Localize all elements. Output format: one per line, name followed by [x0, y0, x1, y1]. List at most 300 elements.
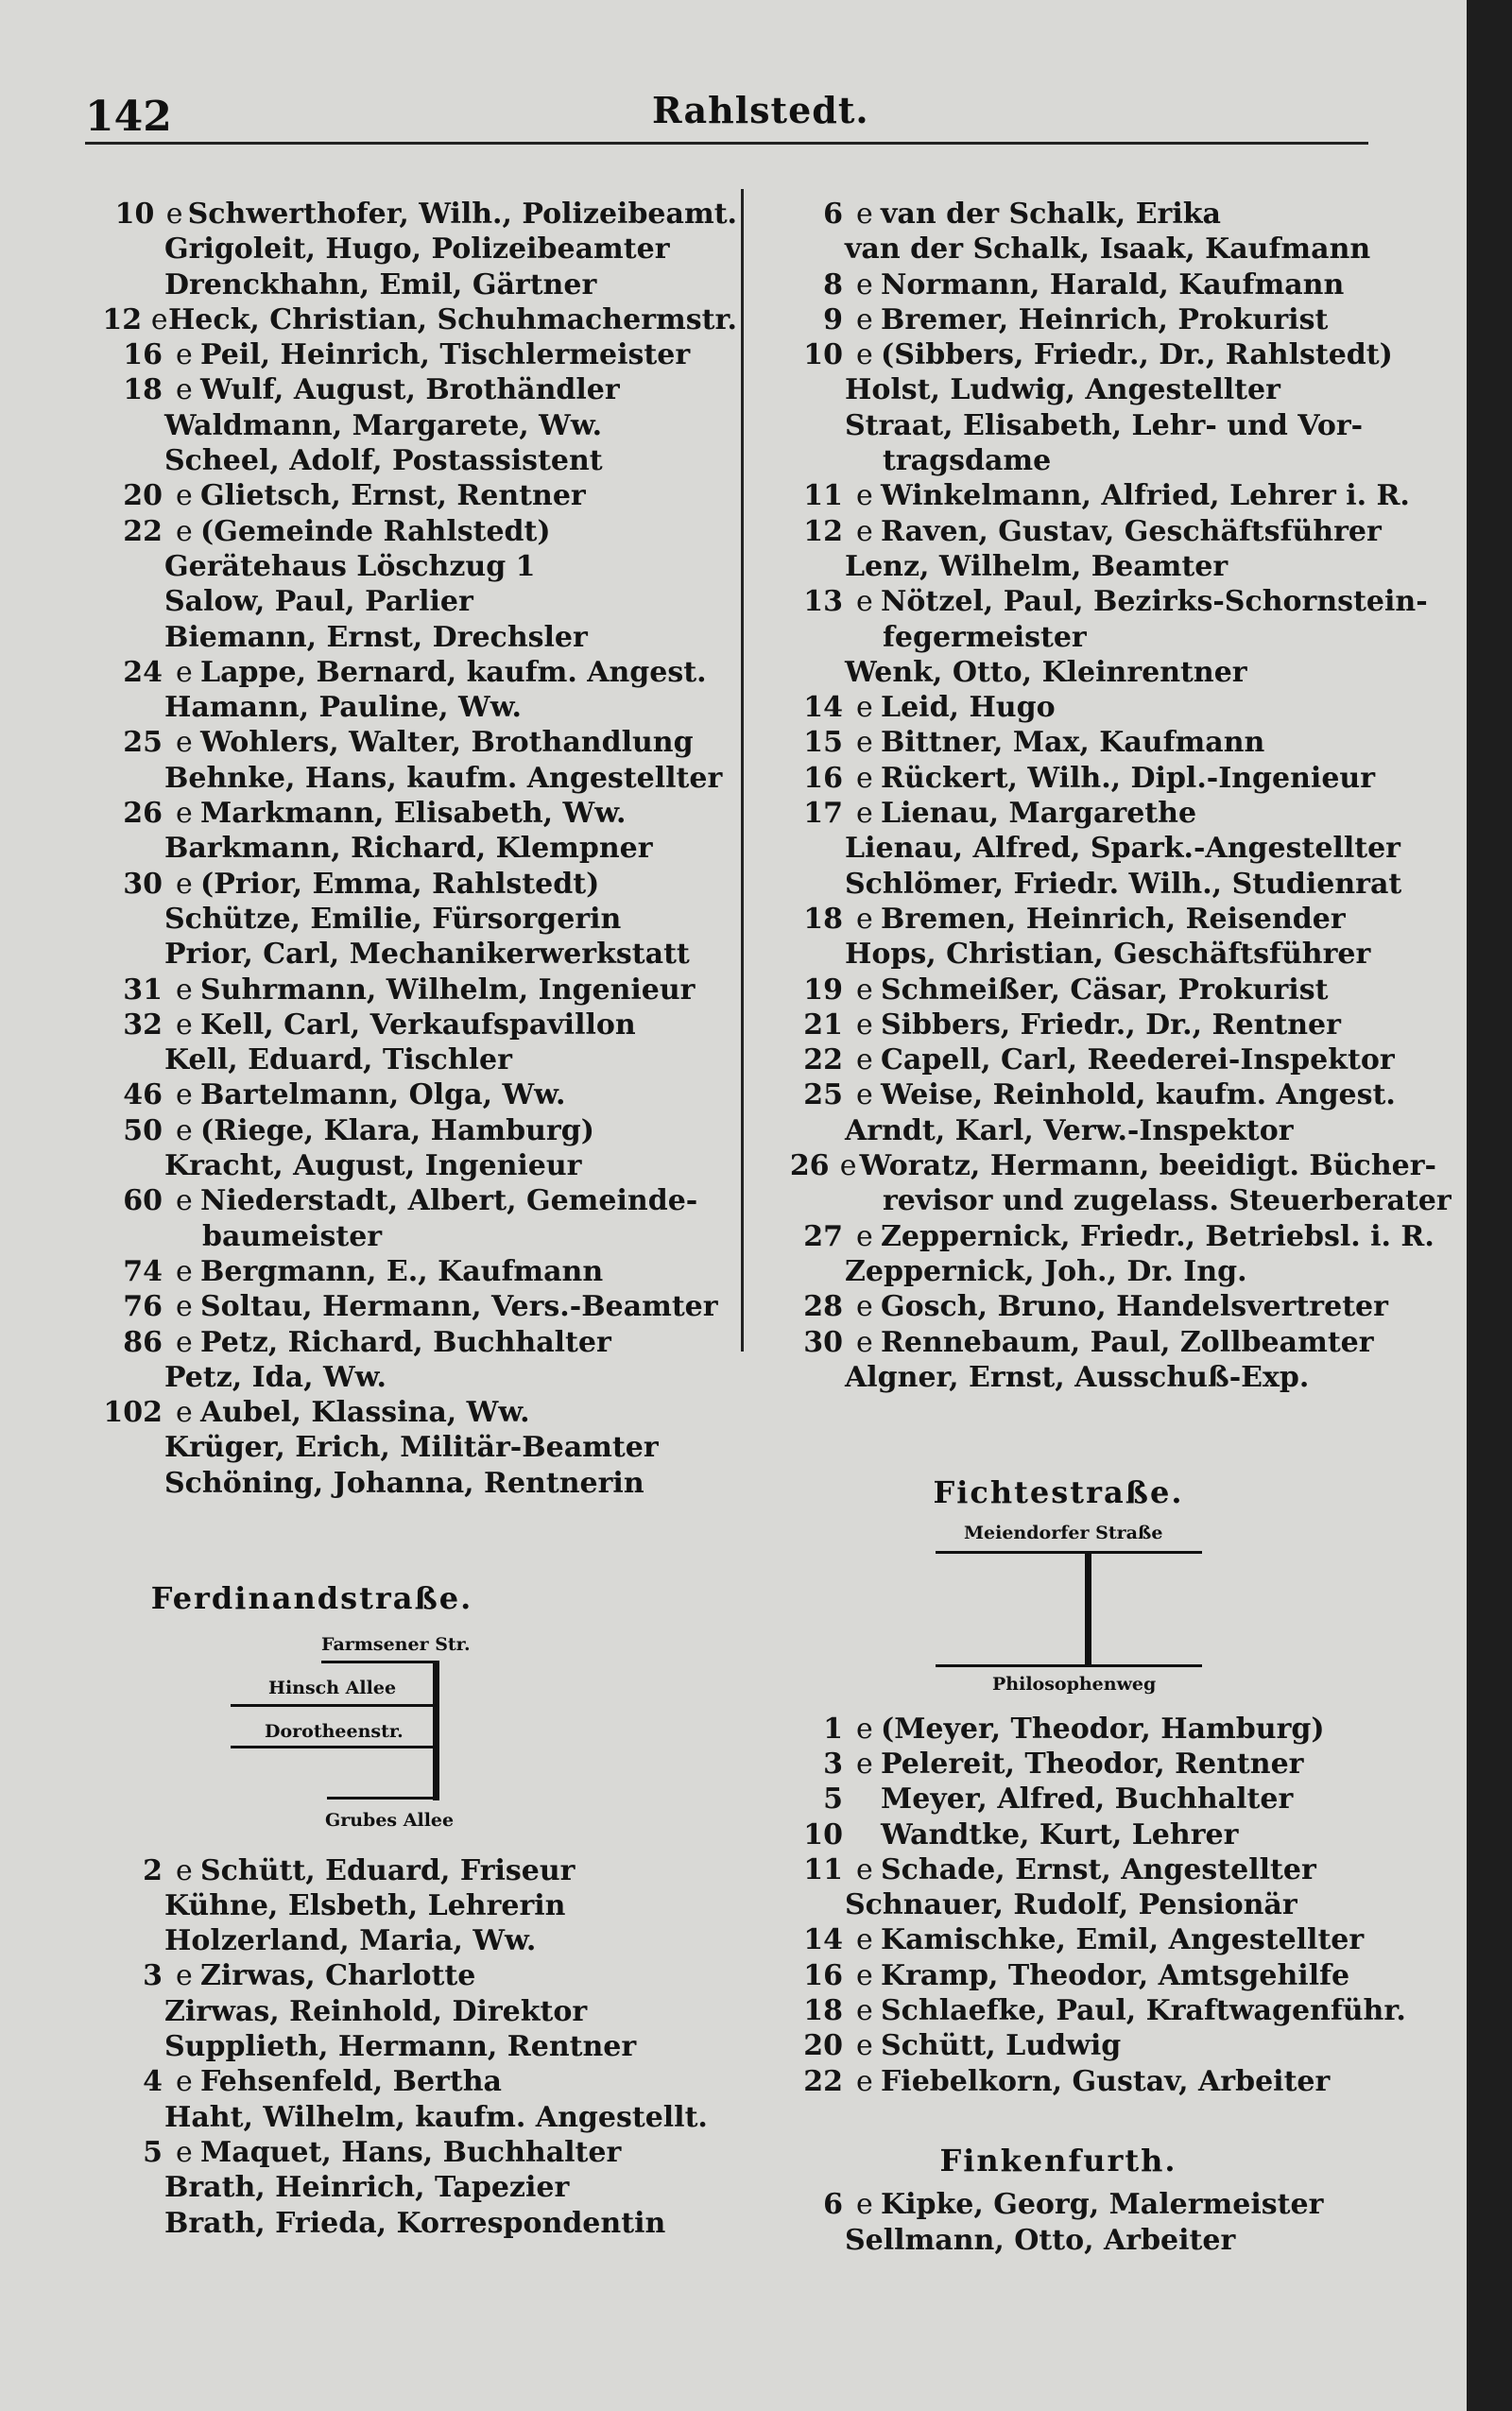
directory-entry: [775, 1077, 1436, 1112]
right-column: [775, 197, 1452, 2258]
resident-text: Bittner, Max, Kaufmann: [881, 726, 1265, 760]
owner-marker: e: [176, 1113, 193, 1147]
resident-text: Gosch, Bruno, Handelsvertreter: [881, 1290, 1388, 1324]
resident-text: Grigoleit, Hugo, Polizeibeamter: [164, 232, 670, 267]
resident-text: Waldmann, Margarete, Ww.: [164, 408, 603, 442]
entry-list: [775, 1712, 1436, 2099]
house-number: 18: [803, 1994, 843, 2028]
directory-entry: [94, 1042, 737, 1077]
map-label-top: Farmsener Str.: [321, 1633, 471, 1655]
directory-entry: [94, 1994, 737, 2029]
house-number: 4: [143, 2065, 163, 2099]
resident-text: Zeppernick, Friedr., Betriebsl. i. R.: [881, 1219, 1435, 1253]
directory-entry: [775, 267, 1436, 302]
house-number: 2: [143, 1853, 163, 1887]
entry-list: [94, 1853, 737, 2241]
directory-entry: [775, 549, 1436, 584]
resident-text: Krüger, Erich, Militär-Beamter: [164, 1431, 659, 1465]
owner-marker: e: [856, 691, 873, 725]
map-road-main: [1085, 1551, 1091, 1664]
directory-entry: [94, 1888, 737, 1923]
directory-entry: [775, 443, 1436, 478]
directory-entry: [775, 372, 1436, 407]
owner-marker: e: [856, 726, 873, 760]
owner-marker: e: [176, 1254, 193, 1288]
resident-text: Winkelmann, Alfried, Lehrer i. R.: [881, 479, 1410, 513]
directory-entry: [775, 902, 1436, 937]
directory-entry: [94, 690, 737, 725]
house-number: 31: [123, 973, 163, 1007]
house-number: 30: [803, 1325, 843, 1359]
resident-text: Fehsenfeld, Bertha: [200, 2065, 502, 2099]
house-number: 13: [803, 585, 843, 619]
resident-text: Lienau, Alfred, Spark.-Angestellter: [845, 832, 1400, 866]
house-number: 12: [102, 302, 143, 336]
house-number: 8: [823, 267, 843, 301]
owner-marker: e: [839, 1149, 857, 1183]
owner-marker: e: [856, 1043, 873, 1077]
directory-entry: [94, 1183, 737, 1218]
house-number: 76: [123, 1290, 163, 1324]
house-number: 16: [803, 1958, 843, 1992]
directory-entry: [775, 1183, 1452, 1218]
street-map-fichtestrasse: [775, 1519, 1436, 1708]
directory-entry: [94, 867, 737, 902]
map-label-left-2: Dorotheenstr.: [265, 1720, 404, 1742]
directory-entry: [94, 1430, 737, 1465]
resident-text: Bergmann, E., Kaufmann: [200, 1254, 604, 1288]
resident-text: Schmeißer, Cäsar, Prokurist: [881, 973, 1329, 1007]
owner-marker: e: [176, 726, 193, 760]
directory-entry: [775, 197, 1436, 232]
map-label-bottom: Grubes Allee: [325, 1809, 455, 1831]
resident-text: Brath, Heinrich, Tapezier: [164, 2171, 570, 2205]
directory-entry: [775, 761, 1436, 796]
directory-entry: [775, 1360, 1436, 1395]
directory-entry: [775, 867, 1436, 902]
directory-entry: [775, 478, 1436, 513]
directory-entry: [94, 514, 737, 549]
resident-text: (Meyer, Theodor, Hamburg): [881, 1712, 1325, 1746]
resident-text: Schütt, Ludwig: [881, 2029, 1122, 2063]
house-number: 20: [803, 2029, 843, 2063]
owner-marker: e: [856, 1923, 873, 1957]
owner-marker: e: [176, 338, 193, 372]
map-road-bottom: [327, 1797, 437, 1800]
directory-entry: [775, 796, 1436, 831]
entry-list: [94, 197, 737, 1501]
resident-text: van der Schalk, Isaak, Kaufmann: [845, 232, 1371, 267]
resident-text: Schütt, Eduard, Friseur: [200, 1853, 576, 1887]
owner-marker: e: [176, 1325, 193, 1359]
resident-text: Schütze, Emilie, Fürsorgerin: [164, 902, 622, 936]
house-number: 3: [143, 1959, 163, 1993]
owner-marker: e: [176, 1853, 193, 1887]
directory-entry: [94, 443, 737, 478]
house-number: 74: [123, 1254, 163, 1288]
resident-text: Barkmann, Richard, Klempner: [164, 832, 653, 866]
street-title-finkenfurth: Finkenfurth.: [939, 2143, 1177, 2179]
resident-text: Kipke, Georg, Malermeister: [881, 2188, 1324, 2222]
resident-text: (Gemeinde Rahlstedt): [200, 514, 551, 548]
directory-entry: [775, 1325, 1436, 1360]
house-number: 50: [123, 1113, 163, 1147]
resident-text: Behnke, Hans, kaufm. Angestellter: [164, 761, 723, 795]
owner-marker: e: [856, 973, 873, 1007]
resident-text: Algner, Ernst, Ausschuß-Exp.: [845, 1360, 1310, 1394]
resident-text: Scheel, Adolf, Postassistent: [164, 444, 603, 478]
house-number: 22: [123, 514, 163, 548]
owner-marker: e: [856, 1078, 873, 1112]
resident-text: Arndt, Karl, Verw.-Inspektor: [845, 1113, 1294, 1147]
directory-entry: [94, 337, 737, 372]
entry-list: [775, 197, 1452, 1395]
directory-entry: [775, 1887, 1436, 1922]
entry-list: [775, 2187, 1436, 2258]
resident-text: Bremer, Heinrich, Prokurist: [881, 302, 1329, 336]
left-column: [94, 197, 737, 2241]
resident-text: Woratz, Hermann, beeidigt. Bücher-: [859, 1149, 1436, 1183]
owner-marker: e: [176, 867, 193, 901]
directory-entry: [94, 302, 737, 337]
resident-text: Schöning, Johanna, Rentnerin: [164, 1466, 644, 1500]
house-number: 28: [803, 1290, 843, 1324]
resident-text: Schnauer, Rudolf, Pensionär: [845, 1888, 1297, 1922]
directory-entry: [775, 1993, 1436, 2028]
house-number: 25: [123, 726, 163, 760]
resident-text: Maquet, Hans, Buchhalter: [200, 2135, 622, 2169]
directory-entry: [775, 1289, 1436, 1324]
resident-text: Peil, Heinrich, Tischlermeister: [200, 338, 691, 372]
owner-marker: e: [856, 338, 873, 372]
house-number: 102: [103, 1396, 163, 1430]
directory-entry: [94, 725, 737, 760]
resident-text: Bremen, Heinrich, Reisender: [881, 902, 1346, 936]
resident-text: Schlömer, Friedr. Wilh., Studienrat: [845, 867, 1402, 901]
street-map-ferdinandstrasse: [94, 1625, 737, 1804]
resident-text: Wenk, Otto, Kleinrentner: [845, 655, 1247, 689]
directory-entry: [94, 1289, 737, 1324]
owner-marker: e: [176, 479, 193, 513]
owner-marker: e: [176, 1396, 193, 1430]
resident-text: Pelereit, Theodor, Rentner: [881, 1747, 1304, 1781]
resident-text: Glietsch, Ernst, Rentner: [200, 479, 586, 513]
owner-marker: e: [856, 479, 873, 513]
directory-entry: [775, 1148, 1436, 1183]
directory-entry: [775, 2223, 1436, 2258]
owner-marker: e: [176, 373, 193, 407]
house-number: 26: [123, 797, 163, 831]
house-number: 32: [123, 1007, 163, 1042]
directory-entry: [775, 2064, 1436, 2099]
resident-text: Meyer, Alfred, Buchhalter: [881, 1782, 1294, 1817]
map-road-left-1: [231, 1704, 435, 1707]
directory-entry: [775, 408, 1436, 443]
owner-marker: e: [176, 797, 193, 831]
owner-marker: e: [176, 1959, 193, 1993]
directory-entry: [94, 408, 737, 443]
owner-marker: e: [856, 1219, 873, 1253]
resident-text: Zirwas, Reinhold, Direktor: [164, 1994, 588, 2028]
owner-marker: e: [856, 2029, 873, 2063]
resident-text: Kell, Carl, Verkaufspavillon: [200, 1007, 636, 1042]
directory-entry: [94, 796, 737, 831]
directory-entry: [94, 2135, 737, 2170]
owner-marker: e: [856, 1007, 873, 1042]
owner-marker: e: [856, 302, 873, 336]
map-label-top: Meiendorfer Straße: [964, 1522, 1163, 1543]
resident-text: Normann, Harald, Kaufmann: [881, 267, 1345, 301]
resident-text: (Prior, Emma, Rahlstedt): [200, 867, 600, 901]
directory-entry: [94, 1958, 737, 1993]
directory-entry: [775, 2028, 1436, 2063]
resident-text: Straat, Elisabeth, Lehr- und Vor-: [845, 408, 1364, 442]
directory-entry: [94, 937, 737, 972]
owner-marker: e: [176, 2135, 193, 2169]
house-number: 10: [803, 338, 843, 372]
house-number: 22: [803, 2064, 843, 2098]
directory-entry: [94, 1148, 737, 1183]
resident-text: Zeppernick, Joh., Dr. Ing.: [845, 1254, 1247, 1288]
map-road-top: [936, 1551, 1202, 1554]
directory-entry: [94, 1007, 737, 1042]
resident-text: Kracht, August, Ingenieur: [164, 1149, 582, 1183]
house-number: 10: [803, 1817, 843, 1851]
directory-entry: [94, 831, 737, 866]
owner-marker: e: [176, 1184, 193, 1218]
resident-text: Gerätehaus Löschzug 1: [164, 549, 536, 583]
directory-entry: [775, 232, 1436, 267]
resident-text: Heck, Christian, Schuhmachermstr.: [167, 302, 737, 336]
map-road-top: [321, 1661, 437, 1663]
resident-text: Lienau, Margarethe: [881, 797, 1197, 831]
directory-entry: [775, 2187, 1436, 2222]
house-number: 5: [143, 2135, 163, 2169]
directory-entry: [94, 372, 737, 407]
resident-text: Rückert, Wilh., Dipl.-Ingenieur: [881, 761, 1376, 795]
directory-entry: [775, 1922, 1436, 1957]
house-number: 15: [803, 726, 843, 760]
directory-entry: [94, 2170, 737, 2205]
house-number: 9: [823, 302, 843, 336]
owner-marker: e: [856, 1712, 873, 1746]
directory-entry: [775, 337, 1436, 372]
house-number: 16: [803, 761, 843, 795]
resident-text: Wandtke, Kurt, Lehrer: [881, 1817, 1239, 1851]
house-number: 20: [123, 479, 163, 513]
directory-entry: [775, 1113, 1436, 1148]
house-number: 6: [823, 2188, 843, 2222]
resident-text: Wohlers, Walter, Brothandlung: [200, 726, 694, 760]
resident-text: baumeister: [202, 1219, 383, 1253]
owner-marker: e: [176, 2065, 193, 2099]
directory-entry: [94, 1325, 737, 1360]
resident-text: tragsdame: [883, 444, 1052, 478]
owner-marker: e: [176, 655, 193, 689]
directory-entry: [94, 1254, 737, 1289]
resident-text: Supplieth, Hermann, Rentner: [164, 2030, 637, 2064]
resident-text: Kell, Eduard, Tischler: [164, 1043, 512, 1077]
resident-text: Brath, Frieda, Korrespondentin: [164, 2206, 666, 2240]
directory-entry: [775, 1958, 1436, 1993]
directory-entry: [94, 1077, 737, 1112]
directory-entry: [775, 514, 1436, 549]
owner-marker: e: [176, 1007, 193, 1042]
house-number: 25: [803, 1078, 843, 1112]
directory-entry: [94, 197, 737, 232]
house-number: 18: [803, 902, 843, 936]
directory-entry: [775, 937, 1436, 972]
directory-entry: [94, 584, 737, 619]
resident-text: Soltau, Hermann, Vers.-Beamter: [200, 1290, 718, 1324]
house-number: 1: [823, 1712, 843, 1746]
directory-entry: [94, 1395, 737, 1430]
resident-text: Niederstadt, Albert, Gemeinde-: [200, 1184, 698, 1218]
directory-entry: [775, 1852, 1436, 1887]
directory-entry: [94, 1923, 737, 1958]
house-number: 17: [803, 797, 843, 831]
directory-entry: [775, 1007, 1436, 1042]
directory-entry: [94, 1113, 737, 1148]
resident-text: Raven, Gustav, Geschäftsführer: [881, 514, 1382, 548]
house-number: 14: [803, 691, 843, 725]
directory-entry: [94, 2029, 737, 2064]
resident-text: Aubel, Klassina, Ww.: [200, 1396, 530, 1430]
house-number: 86: [123, 1325, 163, 1359]
owner-marker: e: [856, 2064, 873, 2098]
directory-entry: [94, 232, 737, 267]
resident-text: Rennebaum, Paul, Zollbeamter: [881, 1325, 1374, 1359]
owner-marker: e: [150, 302, 168, 336]
resident-text: Schlaefke, Paul, Kraftwagenführ.: [881, 1994, 1406, 2028]
owner-marker: e: [856, 1747, 873, 1781]
house-number: 30: [123, 867, 163, 901]
resident-text: Sellmann, Otto, Arbeiter: [845, 2223, 1236, 2257]
directory-entry: [775, 1782, 1436, 1817]
resident-text: Markmann, Elisabeth, Ww.: [200, 797, 627, 831]
resident-text: Kamischke, Emil, Angestellter: [881, 1923, 1365, 1957]
resident-text: Suhrmann, Wilhelm, Ingenieur: [200, 973, 696, 1007]
directory-entry: [94, 620, 737, 655]
directory-entry: [775, 1712, 1436, 1747]
resident-text: Salow, Paul, Parlier: [164, 585, 473, 619]
resident-text: Leid, Hugo: [881, 691, 1056, 725]
owner-marker: e: [176, 1290, 193, 1324]
owner-marker: e: [856, 902, 873, 936]
directory-entry: [94, 549, 737, 584]
resident-text: Holst, Ludwig, Angestellter: [845, 373, 1280, 407]
running-title: Rahlstedt.: [652, 89, 869, 131]
house-number: 22: [803, 1043, 843, 1077]
house-number: 18: [123, 373, 163, 407]
resident-text: Weise, Reinhold, kaufm. Angest.: [881, 1078, 1396, 1112]
house-number: 12: [803, 514, 843, 548]
resident-text: Prior, Carl, Mechanikerwerkstatt: [164, 938, 690, 972]
resident-text: Kramp, Theodor, Amtsgehilfe: [881, 1958, 1350, 1992]
house-number: 3: [823, 1747, 843, 1781]
directory-entry: [94, 2064, 737, 2099]
directory-entry: [775, 620, 1436, 655]
directory-entry: [775, 1219, 1436, 1254]
resident-text: Drenckhahn, Emil, Gärtner: [164, 267, 597, 301]
house-number: 19: [803, 973, 843, 1007]
house-number: 10: [114, 198, 155, 231]
owner-marker: e: [856, 267, 873, 301]
directory-entry: [775, 302, 1436, 337]
directory-entry: [94, 1360, 737, 1395]
page-edge: [1467, 0, 1512, 2411]
directory-entry: [94, 761, 737, 796]
resident-text: Hops, Christian, Geschäftsführer: [845, 938, 1371, 972]
directory-entry: [775, 1042, 1436, 1077]
resident-text: Zirwas, Charlotte: [200, 1959, 476, 1993]
resident-text: Sibbers, Friedr., Dr., Rentner: [881, 1007, 1341, 1042]
resident-text: Lenz, Wilhelm, Beamter: [845, 549, 1228, 583]
directory-entry: [775, 1254, 1436, 1289]
resident-text: Schade, Ernst, Angestellter: [881, 1852, 1316, 1886]
directory-entry: [94, 902, 737, 937]
house-number: 6: [823, 198, 843, 231]
directory-entry: [94, 1466, 737, 1501]
owner-marker: e: [176, 1078, 193, 1112]
owner-marker: e: [165, 198, 183, 231]
directory-entry: [775, 1817, 1436, 1852]
directory-entry: [775, 655, 1436, 690]
house-number: 11: [803, 479, 843, 513]
directory-entry: [94, 655, 737, 690]
page-header: [85, 87, 1370, 144]
house-number: 27: [803, 1219, 843, 1253]
directory-entry: [94, 2206, 737, 2241]
page-number: 142: [85, 93, 172, 141]
header-rule: [85, 142, 1368, 145]
house-number: 14: [803, 1923, 843, 1957]
house-number: 21: [803, 1007, 843, 1042]
street-title-fichtestrasse: Fichtestraße.: [933, 1473, 1184, 1510]
resident-text: revisor und zugelass. Steuerberater: [883, 1184, 1452, 1218]
map-road-main: [433, 1661, 439, 1800]
owner-marker: e: [176, 514, 193, 548]
resident-text: Nötzel, Paul, Bezirks-Schornstein-: [881, 585, 1428, 619]
map-road-bottom: [936, 1664, 1202, 1667]
resident-text: Petz, Richard, Buchhalter: [200, 1325, 611, 1359]
resident-text: Capell, Carl, Reederei-Inspektor: [881, 1043, 1395, 1077]
map-label-left-1: Hinsch Allee: [268, 1677, 397, 1698]
resident-text: Wulf, August, Brothändler: [200, 373, 620, 407]
house-number: 11: [803, 1852, 843, 1886]
house-number: 16: [123, 338, 163, 372]
resident-text: Schwerthofer, Wilh., Polizeibeamt.: [187, 198, 737, 231]
directory-entry: [775, 973, 1436, 1007]
resident-text: Holzerland, Maria, Ww.: [164, 1924, 537, 1958]
resident-text: Kühne, Elsbeth, Lehrerin: [164, 1888, 566, 1922]
map-road-left-2: [231, 1746, 435, 1748]
owner-marker: e: [856, 514, 873, 548]
resident-text: Fiebelkorn, Gustav, Arbeiter: [881, 2064, 1331, 2098]
directory-entry: [94, 1853, 737, 1888]
resident-text: Haht, Wilhelm, kaufm. Angestellt.: [164, 2100, 708, 2134]
resident-text: Biemann, Ernst, Drechsler: [164, 620, 588, 654]
directory-entry: [775, 725, 1436, 760]
directory-entry: [94, 973, 737, 1007]
directory-entry: [94, 2100, 737, 2135]
street-title-ferdinandstrasse: Ferdinandstraße.: [150, 1579, 473, 1616]
owner-marker: e: [856, 1290, 873, 1324]
resident-text: Petz, Ida, Ww.: [164, 1360, 387, 1394]
owner-marker: e: [856, 1994, 873, 2028]
owner-marker: e: [176, 973, 193, 1007]
owner-marker: e: [856, 198, 873, 231]
